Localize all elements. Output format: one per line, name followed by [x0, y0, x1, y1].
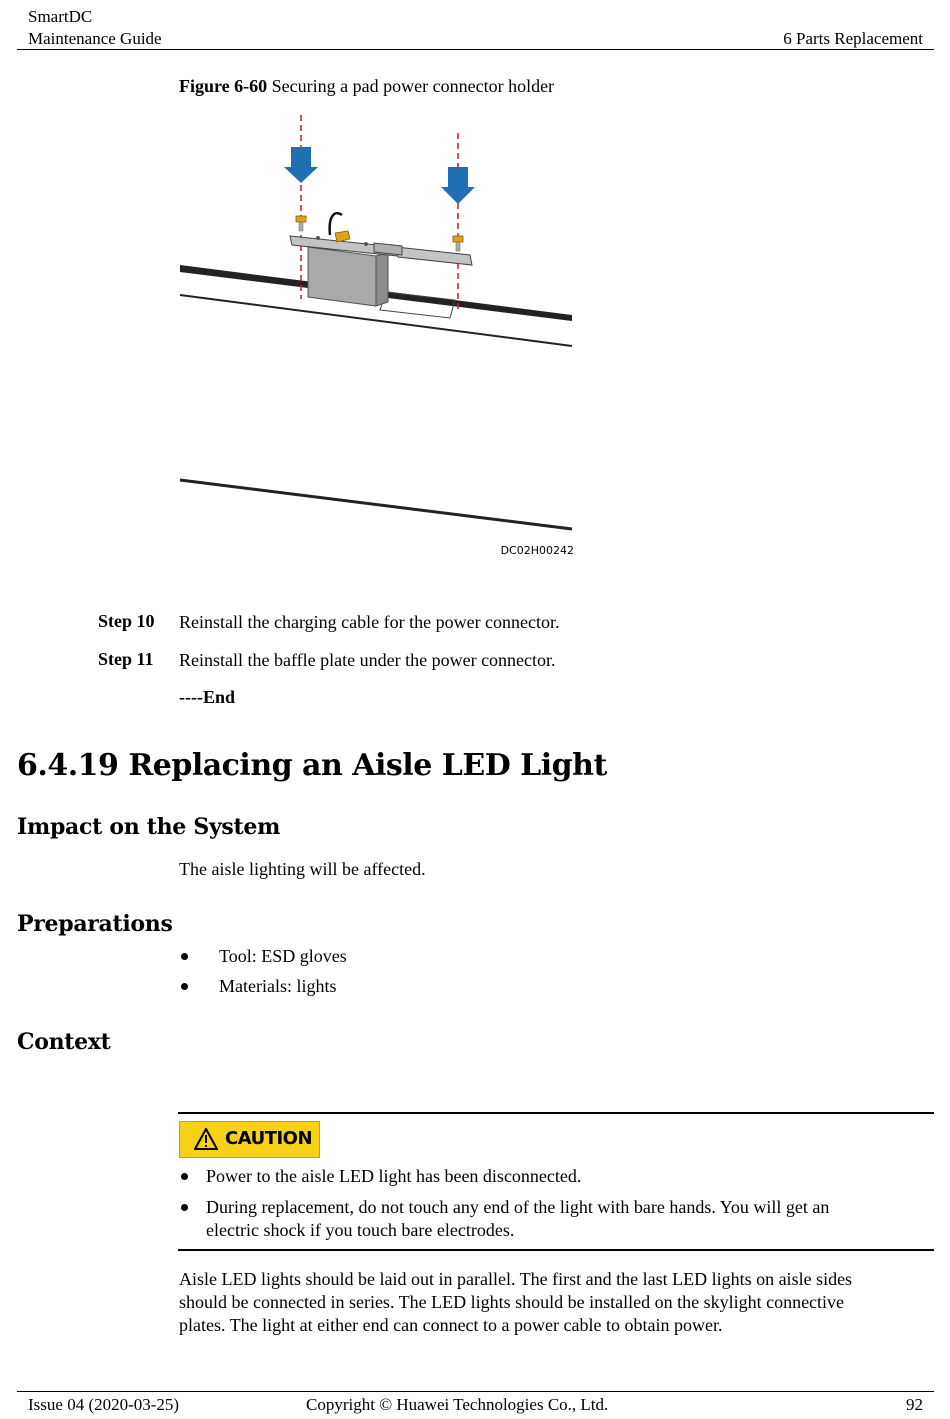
screw-icon: [453, 236, 463, 251]
step-11-label: Step 11: [98, 649, 154, 669]
figure-label: Figure 6-60: [179, 76, 268, 96]
header-guide: Maintenance Guide: [28, 29, 162, 48]
section-title: 6.4.19 Replacing an Aisle LED Light: [17, 748, 607, 783]
preparation-item: Materials: lights: [219, 976, 337, 996]
caution-bottom-rule: [178, 1249, 934, 1251]
header-chapter: 6 Parts Replacement: [783, 29, 923, 48]
footer-issue: Issue 04 (2020-03-25): [28, 1395, 180, 1414]
rail-lower: [180, 480, 572, 529]
preparations-heading: Preparations: [17, 911, 173, 937]
bullet-icon: [181, 1173, 188, 1180]
arrow-down-icon: [441, 167, 475, 204]
caution-item: Power to the aisle LED light has been disconnected.: [206, 1166, 582, 1186]
footer-copyright: Copyright © Huawei Technologies Co., Ltd.: [306, 1395, 609, 1414]
footer-page-number: 92: [906, 1395, 923, 1414]
header-product: SmartDC: [28, 7, 93, 26]
arrow-down-icon: [284, 147, 318, 183]
figure-illustration: [170, 105, 590, 565]
bullet-icon: [181, 1204, 188, 1211]
end-marker: ----End: [179, 687, 236, 707]
context-paragraph-line: plates. The light at either end can connect to a power cable to obtain power.: [179, 1315, 723, 1335]
warning-triangle-icon: [194, 1128, 218, 1150]
context-paragraph-line: Aisle LED lights should be laid out in parallel. The first and the last LED lights on aisle sides: [179, 1269, 853, 1289]
header-rule: [17, 49, 934, 50]
screw-icon: [296, 216, 306, 231]
step-11-text: Reinstall the baffle plate under the power connector.: [179, 650, 556, 670]
bullet-icon: [181, 953, 188, 960]
context-heading: Context: [17, 1029, 111, 1055]
connector-holder: [290, 213, 472, 306]
caution-label: CAUTION: [225, 1128, 313, 1149]
footer-rule: [17, 1391, 934, 1392]
caution-item-continued: electric shock if you touch bare electrodes.: [206, 1220, 515, 1240]
impact-heading: Impact on the System: [17, 814, 281, 840]
step-10-label: Step 10: [98, 611, 155, 631]
caution-top-rule: [178, 1112, 934, 1114]
figure-code: DC02H00242: [500, 544, 574, 557]
context-paragraph-line: should be connected in series. The LED lights should be installed on the skylight connective: [179, 1292, 845, 1312]
preparation-item: Tool: ESD gloves: [219, 946, 347, 966]
figure-caption-text: Securing a pad power connector holder: [271, 76, 555, 96]
step-10-text: Reinstall the charging cable for the power connector.: [179, 612, 560, 632]
figure-caption: [179, 76, 554, 97]
bullet-icon: [181, 983, 188, 990]
caution-badge: [179, 1121, 320, 1158]
caution-item: During replacement, do not touch any end of the light with bare hands. You will get an: [206, 1197, 830, 1217]
impact-text: The aisle lighting will be affected.: [179, 859, 426, 879]
